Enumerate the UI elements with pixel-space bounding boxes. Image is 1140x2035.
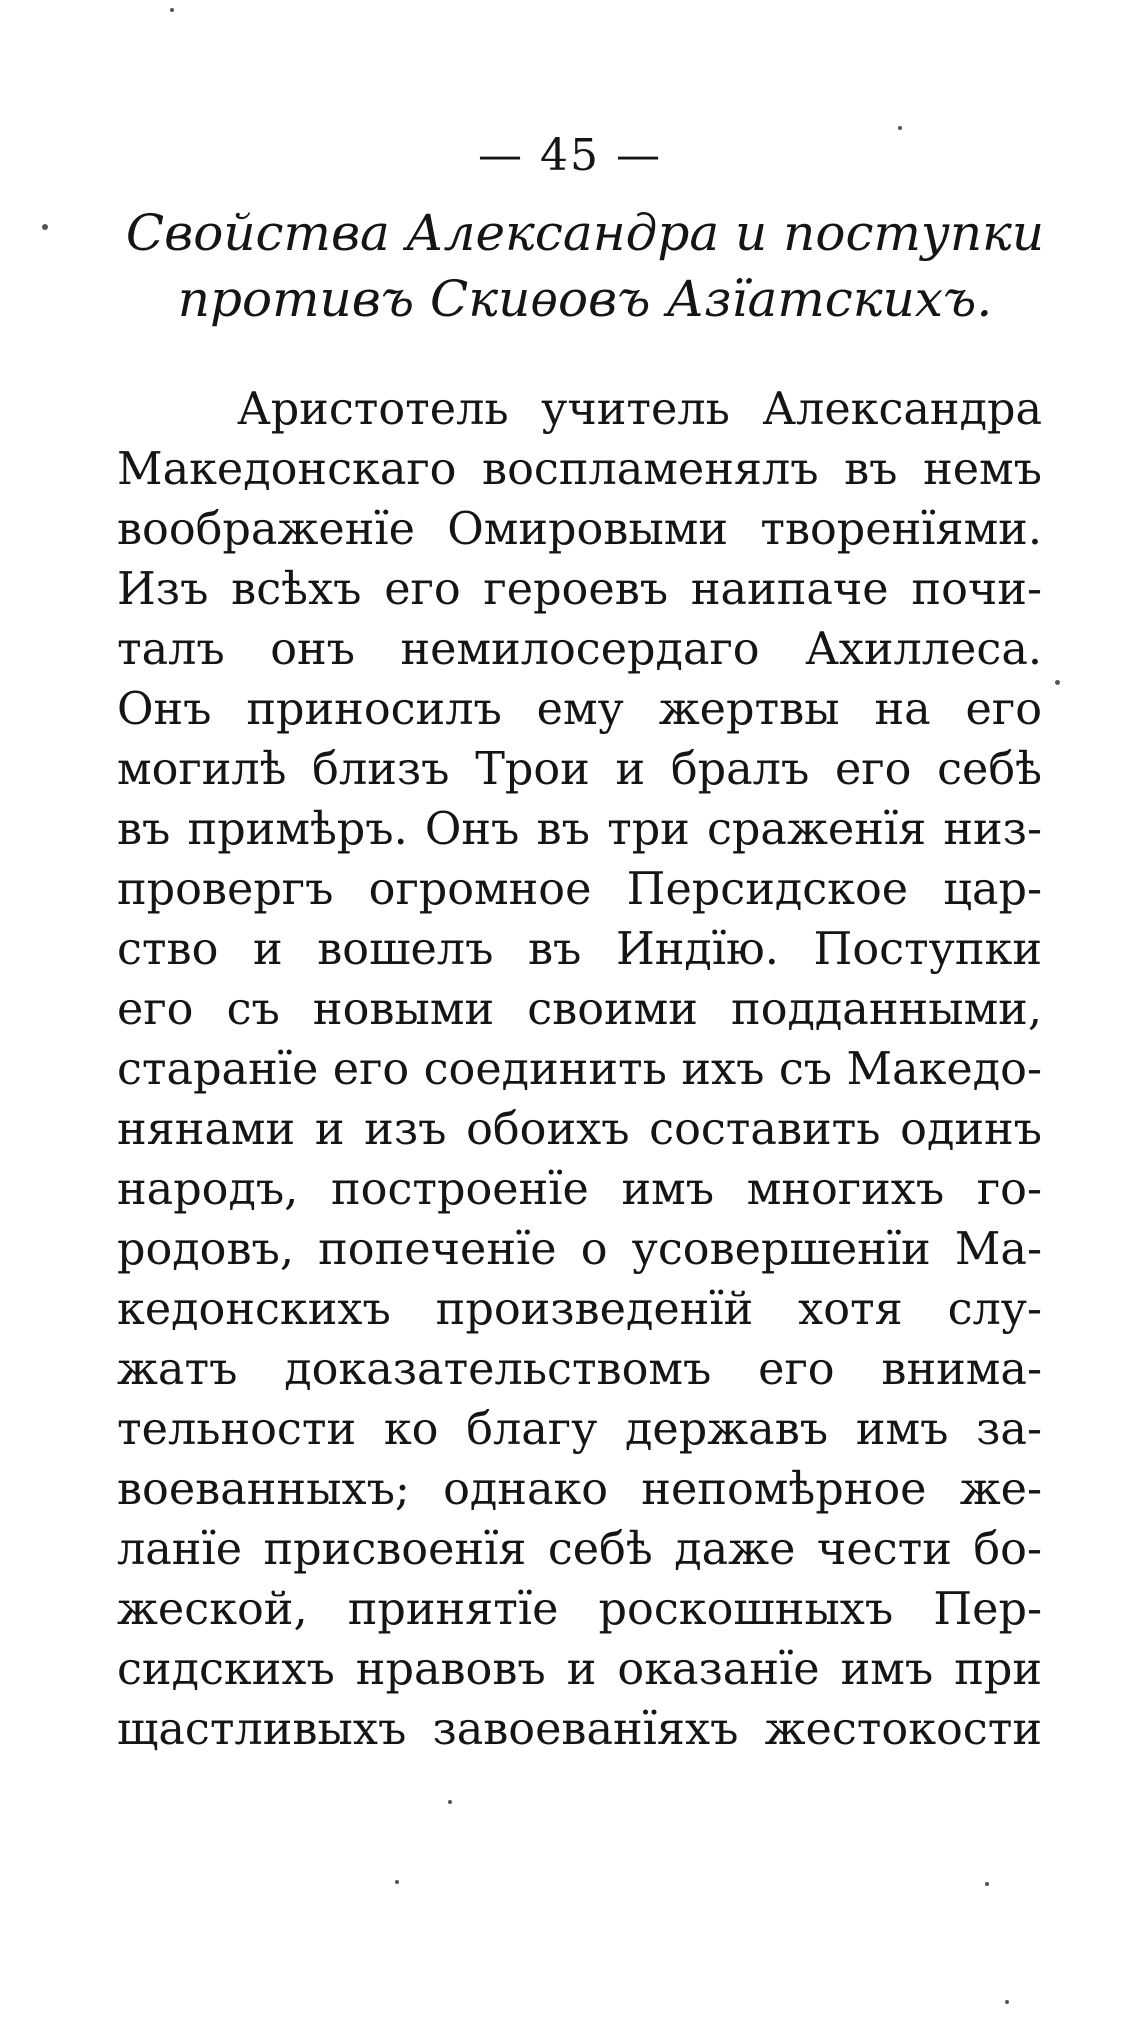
text-line: народъ, построенїе имъ многихъ го- [117,1164,1042,1215]
scan-speck [42,224,48,230]
text-line: жеской, принятїе роскошныхъ Пер- [117,1584,1042,1635]
text-line: его съ новыми своими подданными, [117,984,1042,1035]
text-line: въ примѣръ. Онъ въ три сраженїя низ- [117,804,1042,855]
section-heading [120,200,1050,332]
page-number: — 45 — [478,130,662,181]
text-line: талъ онъ немилосердаго Ахиллеса. [117,624,1042,675]
text-line: воображенїе Омировыми творенїями. [117,504,1042,555]
text-line: нянами и изъ обоихъ составить одинъ [117,1104,1042,1155]
text-line: Македонскаго воспламенялъ въ немъ [117,444,1042,495]
text-line: ланїе присвоенїя себѣ даже чести бо- [117,1524,1042,1575]
text-line: Онъ приносилъ ему жертвы на его [117,684,1042,735]
text-line: старанїе его соединить ихъ съ Македо- [117,1044,1042,1095]
text-line: Изъ всѣхъ его героевъ наипаче почи- [117,564,1042,615]
text-line: ство и вошелъ въ Индїю. Поступки [117,924,1042,975]
scan-speck [170,8,174,12]
body-paragraph [117,380,1042,1760]
text-line: воеванныхъ; однако непомѣрное же- [117,1464,1042,1515]
text-line: могилѣ близъ Трои и бралъ его себѣ [117,744,1042,795]
scan-speck [1005,2000,1009,2004]
scan-speck [395,1880,399,1884]
text-line: кедонскихъ произведенїй хотя слу- [117,1284,1042,1335]
text-line: провергъ огромное Персидское цар- [117,864,1042,915]
text-line: родовъ, попеченїе о усовершенїи Ма- [117,1224,1042,1275]
scan-speck [1055,680,1060,685]
text-line: сидскихъ нравовъ и оказанїе имъ при [117,1644,1042,1695]
scan-speck [898,126,902,130]
text-line: жатъ доказательствомъ его внима- [117,1344,1042,1395]
scan-speck [448,1800,452,1804]
text-line: Аристотель учитель Александра [237,384,1042,435]
scan-speck [985,1882,989,1886]
heading-line: Свойства Александра и поступки [125,204,1045,262]
text-line: тельности ко благу державъ имъ за- [117,1404,1042,1455]
heading-line: противъ Скиѳовъ Азїатскихъ. [177,270,993,328]
text-line: щастливыхъ завоеванїяхъ жестокости [117,1704,1042,1755]
